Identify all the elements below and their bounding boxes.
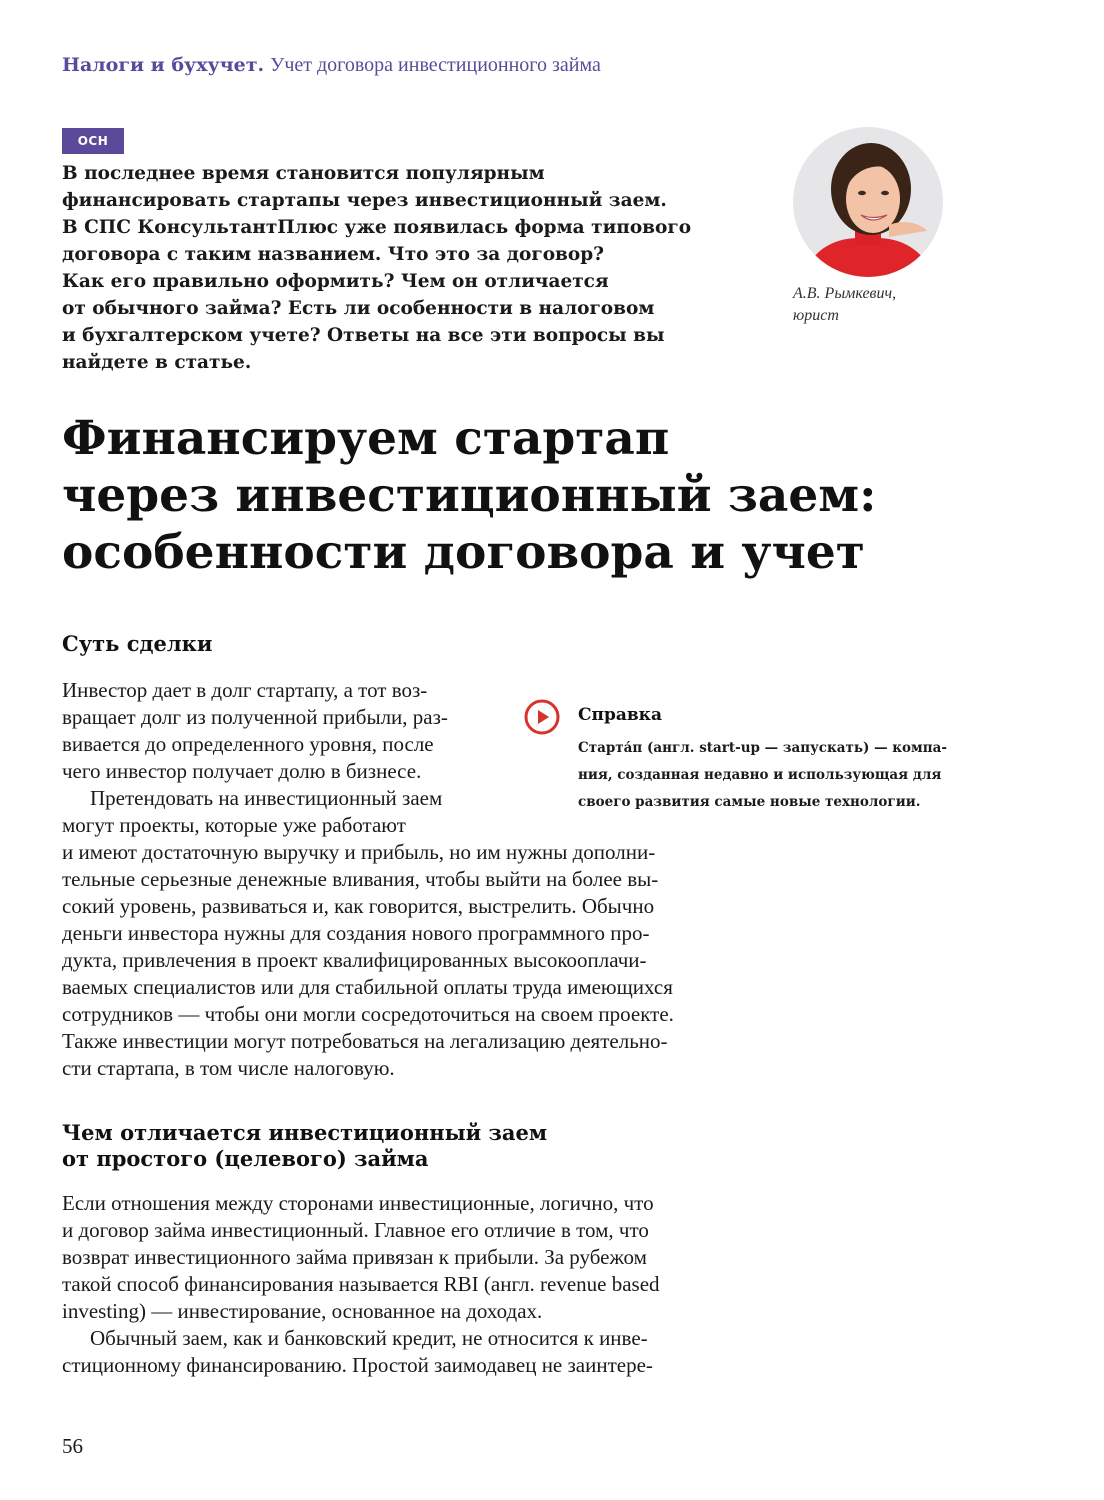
body-line: возврат инвестиционного займа привязан к прибыли. За рубежом	[62, 1245, 647, 1269]
author-name: А.В. Рымкевич,	[793, 285, 897, 302]
page-number: 56	[62, 1434, 83, 1458]
article-headline	[62, 410, 1062, 581]
body-line: и имеют достаточную выручку и прибыль, но им нужны дополни-	[62, 840, 656, 864]
body-line: Претендовать на инвестиционный заем	[90, 786, 443, 810]
body-line: Также инвестиции могут потребоваться на легализацию деятельно-	[62, 1029, 668, 1053]
section2-heading-line: от простого (целевого) займа	[62, 1146, 429, 1171]
tax-regime-tag: ОСН	[62, 128, 124, 154]
body-line: и договор займа инвестиционный. Главное его отличие в том, что	[62, 1218, 649, 1242]
body-line: стиционному финансированию. Простой заимодавец не заинтере-	[62, 1353, 653, 1377]
section2-body	[62, 1190, 660, 1379]
section2-heading-line: Чем отличается инвестиционный заем	[62, 1120, 548, 1145]
body-line: дукта, привлечения в проект квалифицированных высокооплачи-	[62, 948, 647, 972]
body-line: сти стартапа, в том числе налоговую.	[62, 1056, 395, 1080]
body-line: сотрудников — чтобы они могли сосредоточиться на своем проекте.	[62, 1002, 674, 1026]
lead-paragraph	[62, 160, 752, 376]
play-icon	[524, 699, 560, 735]
sidebar-line: ния, созданная недавно и использующая для	[578, 767, 942, 783]
body-line: чего инвестор получает долю в бизнесе.	[62, 759, 422, 783]
running-header	[62, 54, 601, 77]
lead-line: Как его правильно оформить? Чем он отличается	[62, 271, 609, 292]
body-line: могут проекты, которые уже работают	[62, 813, 406, 837]
lead-line: финансировать стартапы через инвестиционный заем.	[62, 190, 667, 211]
lead-line: и бухгалтерском учете? Ответы на все эти вопросы вы	[62, 325, 665, 346]
body-line: сокий уровень, развиваться и, как говорится, выстрелить. Обычно	[62, 894, 655, 918]
body-line: такой способ финансирования называется RBI (англ. revenue based	[62, 1272, 660, 1296]
headline-line: особенности договора и учет	[62, 525, 865, 580]
body-line: вращает долг из полученной прибыли, раз-	[62, 705, 448, 729]
body-line: ваемых специалистов или для стабильной оплаты труда имеющихся	[62, 975, 673, 999]
body-line: деньги инвестора нужны для создания нового программного про-	[62, 921, 650, 945]
headline-line: Финансируем стартап	[62, 411, 670, 466]
sidebar-line: своего развития самые новые технологии.	[578, 794, 921, 810]
section1-heading-text: Суть сделки	[62, 631, 213, 656]
sidebar-text	[578, 735, 947, 816]
author-caption	[793, 283, 896, 327]
body-line: вивается до определенного уровня, после	[62, 732, 434, 756]
section1-heading	[62, 631, 212, 657]
sidebar-title: Справка	[578, 705, 662, 725]
header-title: Учет договора инвестиционного займа	[270, 54, 601, 76]
header-section: Налоги и бухучет.	[62, 54, 265, 76]
headline-line: через инвестиционный заем:	[62, 468, 877, 523]
lead-line: В последнее время становится популярным	[62, 163, 545, 184]
lead-line: найдете в статье.	[62, 352, 252, 373]
section2-heading	[62, 1120, 547, 1172]
body-line: investing) — инвестирование, основанное на доходах.	[62, 1299, 543, 1323]
lead-line: В СПС КонсультантПлюс уже появилась форма типового	[62, 217, 692, 238]
body-line: Если отношения между сторонами инвестиционные, логично, что	[62, 1191, 654, 1215]
lead-line: от обычного займа? Есть ли особенности в налоговом	[62, 298, 655, 319]
sidebar-line: Старта́п (англ. start-up — запускать) — компа-	[578, 740, 948, 756]
body-line: тельные серьезные денежные вливания, чтобы выйти на более вы-	[62, 867, 659, 891]
author-photo	[793, 127, 943, 277]
lead-line: договора с таким названием. Что это за договор?	[62, 244, 605, 265]
body-line: Инвестор дает в долг стартапу, а тот воз-	[62, 678, 428, 702]
author-role: юрист	[793, 307, 839, 324]
body-line: Обычный заем, как и банковский кредит, не относится к инве-	[90, 1326, 648, 1350]
